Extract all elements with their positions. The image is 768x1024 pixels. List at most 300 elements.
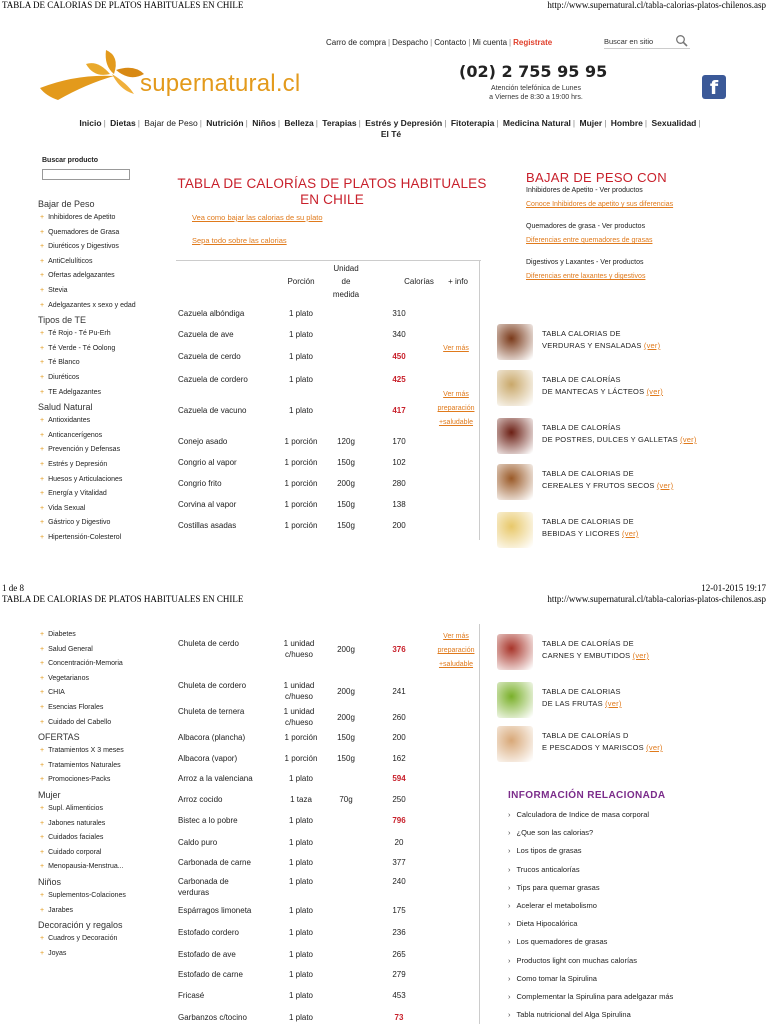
card-line-2: DE POSTRES, DULCES Y GALLETAS	[542, 435, 678, 444]
site-search-input[interactable]	[604, 34, 690, 49]
calories-value: 310	[392, 309, 406, 318]
col-medida	[326, 262, 366, 301]
card-line-1: TABLA DE CALORÍAS	[542, 375, 621, 384]
brand-name: supernatural.cl	[140, 70, 301, 97]
related-info-label: Dieta Hipocalórica	[516, 919, 578, 929]
nav-dietas[interactable]: Dietas	[110, 118, 136, 128]
sidebar-item[interactable]	[38, 759, 178, 774]
sidebar-item-label: Adelgazantes x sexo y edad	[48, 301, 136, 309]
dish-name: Chuleta de cordero	[178, 681, 247, 690]
nav-ninos[interactable]: Niños	[252, 118, 276, 128]
sidebar-item-label: Suplementos-Colaciones	[48, 891, 126, 899]
phone-hours	[480, 84, 592, 102]
account-link[interactable]: Mi cuenta	[472, 38, 508, 47]
sidebar-item[interactable]	[38, 414, 178, 429]
sidebar-item[interactable]	[38, 458, 178, 473]
dish-name: Conejo asado	[178, 437, 228, 446]
measure: 150g	[337, 458, 355, 467]
food-table-card[interactable]	[497, 682, 727, 720]
plus-icon: +	[40, 228, 45, 236]
related-info-item[interactable]	[508, 988, 728, 1006]
related-info-item[interactable]	[508, 842, 728, 860]
card-line-2-wrap	[542, 480, 673, 492]
sidebar-item-label: Tratamientos X 3 meses	[48, 747, 124, 755]
sidebar-item[interactable]	[38, 284, 178, 299]
card-text	[542, 638, 649, 662]
related-info-label: Complementar la Spirulina para adelgazar más	[516, 991, 674, 1001]
measure: 120g	[337, 437, 355, 446]
related-info-item[interactable]	[508, 952, 728, 970]
food-photo	[497, 726, 533, 762]
calories-value: 376	[392, 645, 406, 654]
sidebar-item[interactable]	[38, 299, 178, 314]
preparacion-link[interactable]: preparación	[437, 647, 475, 654]
plus-icon: +	[40, 689, 45, 697]
sidebar-item-label: Cuadros y Decoración	[48, 935, 118, 943]
measure: 200g	[337, 479, 355, 488]
phone-hours-line-1: Atención telefónica de Lunes	[491, 85, 581, 92]
sidebar-item-label: Antioxidantes	[48, 417, 91, 425]
sidebar-item[interactable]	[38, 744, 178, 759]
card-line-2: DE LAS FRUTAS	[542, 699, 603, 708]
product-search-input[interactable]	[42, 169, 130, 180]
sidebar-item[interactable]	[38, 386, 178, 401]
food-photo	[497, 464, 533, 500]
sidebar-item-label: Prevención y Defensas	[48, 446, 121, 454]
nav-sexualidad[interactable]: Sexualidad	[651, 118, 697, 128]
sidebar-item-label: Vegetarianos	[48, 674, 89, 682]
about-calories-link[interactable]: Sepa todo sobre las calorias	[192, 236, 287, 245]
sidebar-item-label: Diuréticos y Digestivos	[48, 243, 119, 251]
col-medida-line-1: Unidad	[333, 264, 359, 273]
dish-name: Cazuela de ave	[178, 330, 234, 339]
plus-icon: +	[40, 460, 45, 468]
site-logo[interactable]	[36, 44, 301, 106]
sidebar-item-label: Gástrico y Digestivo	[48, 519, 111, 527]
sidebar-item[interactable]	[38, 226, 178, 241]
sidebar-item[interactable]	[38, 846, 178, 861]
portion: 1 plato	[288, 877, 314, 886]
sidebar-item[interactable]	[38, 211, 178, 226]
sidebar-item-label: Menopausia-Menstrua...	[48, 863, 124, 871]
right-block-link[interactable]: Diferencias entre quemadores de grasas	[526, 237, 653, 244]
plus-icon: +	[40, 747, 45, 755]
sidebar-item-label: Té Verde - Té Oolong	[48, 344, 116, 352]
sidebar-item[interactable]	[38, 240, 178, 255]
ver-mas-link[interactable]: Ver más	[443, 391, 469, 398]
dish-name: Costillas asadas	[178, 521, 237, 530]
chevron-right-icon: ›	[508, 864, 511, 874]
related-info-item[interactable]	[508, 933, 728, 951]
col-info: + info	[448, 277, 468, 286]
plus-icon: +	[40, 431, 45, 439]
plus-icon: +	[40, 645, 45, 653]
plus-icon: +	[40, 674, 45, 682]
sidebar-item-label: Huesos y Articulaciones	[48, 475, 123, 483]
sidebar-item[interactable]	[38, 802, 178, 817]
dish-name: Estofado de ave	[178, 950, 236, 959]
plus-icon: +	[40, 848, 45, 856]
portion: 1 porción	[284, 458, 318, 467]
ver-link[interactable]: (ver)	[622, 529, 639, 538]
measure: 150g	[337, 754, 355, 763]
dish-name: Albacora (plancha)	[178, 733, 246, 742]
plus-icon: +	[40, 330, 45, 338]
col-medida-line-2: de	[341, 277, 351, 286]
plus-icon: +	[40, 359, 45, 367]
ver-link[interactable]: (ver)	[656, 481, 674, 490]
measure: 150g	[337, 500, 355, 509]
sidebar-item-label: Quemadores de Grasa	[48, 228, 120, 236]
nav-mujer[interactable]: Mujer	[579, 118, 603, 128]
nav-hombre[interactable]: Hombre	[610, 118, 643, 128]
col-porcion: Porción	[287, 277, 315, 286]
main-nav: Inicio | Dietas | Bajar de Peso | Nutrición | Niños | Belleza | Terapias | Estrés y Depresión | Fitoterapia | Medicina Natural | Mujer | Hombre | Sexualidad | El Té	[79, 118, 701, 139]
portion: 1 plato	[288, 816, 314, 825]
calories-value: 450	[392, 352, 406, 361]
sidebar-item-label: Supl. Alimenticios	[48, 804, 103, 812]
sidebar-item[interactable]	[38, 327, 178, 342]
sidebar-item-label: CHIA	[48, 689, 65, 697]
sidebar-item[interactable]	[38, 860, 178, 875]
calories-value: 162	[392, 754, 406, 763]
dish-name: Estofado cordero	[178, 928, 239, 937]
calories-value: 796	[392, 816, 406, 825]
related-info-item[interactable]	[508, 970, 728, 988]
plus-icon: +	[40, 834, 45, 842]
sidebar-item[interactable]	[38, 932, 178, 947]
food-table-card[interactable]	[497, 370, 727, 408]
sidebar-category-title[interactable]: Mujer	[38, 789, 61, 800]
ver-mas-link[interactable]: Ver más	[443, 345, 469, 352]
portion: 1 plato	[288, 406, 314, 415]
sidebar-category-title[interactable]: Tipos de TE	[38, 315, 87, 326]
portion: 1 plato	[288, 928, 314, 937]
plus-icon: +	[40, 373, 45, 381]
print-footer	[0, 583, 768, 593]
nav-bajar-de-peso[interactable]: Bajar de Peso	[144, 118, 198, 128]
food-photo	[497, 512, 533, 548]
calories-value: 417	[392, 406, 406, 415]
plus-icon: +	[40, 388, 45, 396]
chevron-right-icon: ›	[508, 919, 511, 929]
sidebar-item[interactable]	[38, 672, 178, 687]
plus-icon: +	[40, 214, 45, 221]
calories-value: 200	[392, 733, 406, 742]
sidebar-item[interactable]	[38, 643, 178, 658]
portion: 1 plato	[288, 375, 314, 384]
related-info-label: Tips para quemar grasas	[516, 882, 600, 892]
calories-value: 250	[392, 795, 406, 804]
nav-inicio[interactable]: Inicio	[79, 118, 102, 128]
sidebar-item[interactable]	[38, 817, 178, 832]
sidebar-item[interactable]	[38, 531, 178, 546]
food-table-card[interactable]	[497, 726, 727, 764]
right-block-label[interactable]: Quemadores de grasa - Ver productos	[526, 223, 646, 230]
chevron-right-icon: ›	[508, 937, 511, 947]
portion: 1 porción	[284, 521, 318, 530]
card-text	[542, 468, 673, 492]
portion: 1 plato	[288, 309, 314, 318]
measure: 200g	[337, 713, 355, 722]
sidebar-item[interactable]	[38, 889, 178, 904]
measure: 200g	[337, 687, 355, 696]
dish-name: Arroz cocido	[178, 795, 223, 804]
plus-icon: +	[40, 776, 45, 784]
plus-icon: +	[40, 490, 45, 498]
right-block-link[interactable]: Diferencias entre laxantes y digestivos	[526, 273, 646, 280]
sidebar-item[interactable]	[38, 516, 178, 531]
related-info-item[interactable]	[508, 897, 728, 915]
sidebar-item[interactable]	[38, 443, 178, 458]
plus-icon: +	[40, 863, 45, 871]
portion: 1 porción	[284, 437, 318, 446]
sidebar-item[interactable]	[38, 701, 178, 716]
ver-link[interactable]: (ver)	[632, 651, 650, 660]
ver-link[interactable]: (ver)	[643, 341, 661, 350]
card-line-2: DE MANTECAS Y LÁCTEOS	[542, 387, 645, 396]
food-table-card[interactable]	[497, 464, 727, 502]
related-info-item[interactable]	[508, 861, 728, 879]
card-text	[542, 730, 663, 754]
ver-link[interactable]: (ver)	[646, 743, 663, 752]
plus-icon: +	[40, 631, 45, 638]
related-info-label: Productos light con muchas calorías	[516, 955, 637, 965]
phone-number: (02) 2 755 95 95	[459, 62, 608, 81]
calories-value: 236	[392, 928, 406, 937]
dish-name: Cazuela de vacuno	[178, 406, 247, 415]
card-line-2-wrap	[542, 698, 622, 710]
calories-value: 260	[392, 713, 406, 722]
sidebar-item-label: Té Rojo - Té Pu-Erh	[48, 330, 111, 338]
calories-value: 200	[392, 521, 406, 530]
sidebar-item[interactable]	[38, 342, 178, 357]
print-header-page-2	[0, 594, 768, 604]
sidebar-item-label: Stevia	[48, 286, 68, 294]
chevron-right-icon: ›	[508, 973, 511, 983]
food-table-card[interactable]	[497, 418, 727, 456]
plus-icon: +	[40, 906, 45, 914]
sidebar-category-title[interactable]: OFERTAS	[38, 732, 80, 743]
sidebar-categories	[38, 197, 178, 545]
sidebar-item[interactable]	[38, 371, 178, 386]
related-info-label: Trucos anticalorías	[516, 864, 580, 874]
measure: 150g	[337, 521, 355, 530]
sidebar-item-label: Ofertas adelgazantes	[48, 272, 115, 280]
facebook-icon[interactable]: f	[702, 75, 726, 99]
dish-name: Fricasé	[178, 991, 205, 1000]
dish-name: Chuleta de ternera	[178, 707, 245, 716]
calories-value: 280	[392, 479, 406, 488]
food-table-card[interactable]	[497, 512, 727, 550]
sidebar-category-title[interactable]: Decoración y regalos	[38, 920, 123, 931]
nav-estres[interactable]: Estrés y Depresión	[365, 118, 443, 128]
food-photo	[497, 634, 533, 670]
chevron-right-icon: ›	[508, 900, 511, 910]
related-info-item[interactable]	[508, 806, 728, 824]
dish-name: Congrio frito	[178, 479, 222, 488]
food-photo	[497, 418, 533, 454]
print-footer-date: 12-01-2015 19:17	[701, 583, 766, 593]
sidebar-item[interactable]	[38, 487, 178, 502]
calories-value: 425	[392, 375, 406, 384]
sidebar-item[interactable]	[38, 657, 178, 672]
saludable-link[interactable]: +saludable	[438, 419, 474, 426]
food-table-card[interactable]	[497, 324, 727, 362]
calories-value: 240	[392, 877, 406, 886]
ver-link[interactable]: (ver)	[680, 435, 697, 444]
ver-link[interactable]: (ver)	[605, 699, 622, 708]
card-line-1: TABLA DE CALORIAS DE	[542, 469, 634, 478]
sidebar-item-label: Jabones naturales	[48, 819, 106, 827]
sidebar-item-label: Cuidado del Cabello	[48, 718, 112, 726]
reduce-calories-link[interactable]: Vea como bajar las calorias de su plato	[192, 213, 323, 222]
plus-icon: +	[40, 475, 45, 483]
sidebar-category-title[interactable]: Niños	[38, 876, 62, 887]
sidebar-item-label: Té Blanco	[48, 359, 80, 367]
nav-medicina-natural[interactable]: Medicina Natural	[502, 118, 571, 128]
sidebar-item-label: Diabetes	[48, 631, 76, 638]
dish-name: Carbonada de verduras	[178, 877, 229, 897]
chevron-right-icon: ›	[508, 991, 511, 1001]
nav-belleza[interactable]: Belleza	[284, 118, 314, 128]
dish-name: Cazuela de cerdo	[178, 352, 241, 361]
chevron-right-icon: ›	[508, 1010, 511, 1020]
sidebar-item[interactable]	[38, 831, 178, 846]
food-table-card[interactable]	[497, 634, 727, 672]
card-line-2-wrap	[542, 742, 663, 754]
print-footer-page: 1 de 8	[2, 583, 24, 593]
sidebar-item[interactable]	[38, 473, 178, 488]
dish-name: Carbonada de carne	[178, 858, 251, 867]
card-line-2: BEBIDAS Y LICORES	[542, 529, 620, 538]
ver-mas-link[interactable]: Ver más	[443, 633, 469, 640]
food-photo	[497, 682, 533, 718]
sidebar-item[interactable]	[38, 356, 178, 371]
sidebar-item[interactable]	[38, 628, 178, 643]
sidebar-item[interactable]	[38, 904, 178, 919]
dish-name: Bistec a lo pobre	[178, 816, 238, 825]
calories-value: 73	[394, 1013, 404, 1022]
card-line-2: CEREALES Y FRUTOS SECOS	[542, 481, 655, 490]
sidebar-item[interactable]	[38, 686, 178, 701]
plus-icon: +	[40, 819, 45, 827]
saludable-link[interactable]: +saludable	[438, 661, 474, 668]
dish-name: Corvina al vapor	[178, 500, 237, 509]
calories-value: 279	[392, 970, 406, 979]
dish-name: Cazuela de cordero	[178, 375, 248, 384]
portion: 1 porción	[284, 733, 318, 742]
contact-link[interactable]: Contacto	[434, 38, 467, 47]
sidebar-category-title[interactable]: Bajar de Peso	[38, 199, 95, 209]
related-info-label: ¿Que son las calorias?	[516, 828, 594, 838]
plus-icon: +	[40, 703, 45, 711]
sidebar-item-label: Vida Sexual	[48, 504, 86, 512]
portion: 1 plato	[288, 906, 314, 915]
sidebar-item[interactable]	[38, 947, 178, 962]
nav-el-te[interactable]: El Té	[380, 129, 402, 139]
card-line-1: TABLA DE CALORIAS	[542, 687, 621, 696]
food-photo	[497, 324, 533, 360]
shipping-link[interactable]: Despacho	[392, 38, 429, 47]
right-block-label[interactable]: Inhibidores de Apetito - Ver productos	[526, 187, 643, 194]
plus-icon: +	[40, 761, 45, 769]
sidebar-item-label: Cuidado corporal	[48, 848, 102, 856]
chevron-right-icon: ›	[508, 882, 511, 892]
sidebar-item[interactable]	[38, 269, 178, 284]
nav-fitoterapia[interactable]: Fitoterapia	[450, 118, 495, 128]
related-info-list	[508, 806, 728, 1024]
portion: 1 porción	[284, 479, 318, 488]
plus-icon: +	[40, 804, 45, 812]
calories-value: 20	[394, 838, 404, 847]
print-header-title: TABLA DE CALORIAS DE PLATOS HABITUALES EN CHILE	[2, 594, 244, 604]
portion: 1 unidad c/hueso	[283, 681, 315, 701]
related-info-label: Los tipos de grasas	[516, 846, 582, 856]
page-title-line-1: TABLA DE CALORÍAS DE PLATOS HABITUALES	[177, 176, 487, 191]
related-info-item[interactable]	[508, 879, 728, 897]
leaf-logo-icon	[36, 44, 156, 106]
plus-icon: +	[40, 660, 45, 668]
preparacion-link[interactable]: preparación	[437, 405, 475, 412]
sidebar-item[interactable]	[38, 255, 178, 270]
sidebar-item-label: Tratamientos Naturales	[48, 761, 121, 769]
right-block-digestivos	[526, 258, 726, 282]
search-icon[interactable]	[675, 34, 688, 47]
nav-terapias[interactable]: Terapias	[322, 118, 357, 128]
plus-icon: +	[40, 718, 45, 726]
plus-icon: +	[40, 417, 45, 425]
related-info-item[interactable]	[508, 915, 728, 933]
dish-name: Chuleta de cerdo	[178, 639, 239, 648]
card-line-2-wrap	[542, 650, 649, 662]
card-line-2: E PESCADOS Y MARISCOS	[542, 743, 644, 752]
portion: 1 unidad c/hueso	[283, 707, 315, 727]
sidebar-item[interactable]	[38, 502, 178, 517]
card-text	[542, 374, 663, 398]
card-line-2-wrap	[542, 386, 663, 398]
related-info-item[interactable]	[508, 824, 728, 842]
ver-link[interactable]: (ver)	[646, 387, 664, 396]
sidebar-item-label: AntiCelulíticos	[48, 257, 93, 265]
sidebar-item-label: Anticancerígenos	[48, 431, 103, 439]
related-info-label: Como tomar la Spirulina	[516, 973, 597, 983]
sidebar-category-title[interactable]: Salud Natural	[38, 402, 93, 413]
dish-name: Estofado de carne	[178, 970, 243, 979]
related-info-item[interactable]	[508, 1006, 728, 1024]
sidebar-item-label: TE Adelgazantes	[48, 388, 102, 396]
top-links: Carro de compra | Despacho | Contacto | Mi cuenta | Registrate	[326, 38, 553, 47]
dish-name: Caldo puro	[178, 838, 218, 847]
sidebar-item[interactable]	[38, 716, 178, 731]
card-line-2: CARNES Y EMBUTIDOS	[542, 651, 631, 660]
register-link[interactable]: Registrate	[513, 38, 553, 47]
right-block-label[interactable]: Digestivos y Laxantes - Ver productos	[526, 259, 644, 266]
sidebar-item[interactable]	[38, 773, 178, 788]
card-line-1: TABLA DE CALORÍAS	[542, 423, 621, 432]
related-info-label: Acelerar el metabolismo	[516, 900, 597, 910]
nav-nutricion[interactable]: Nutrición	[206, 118, 244, 128]
plus-icon: +	[40, 301, 45, 309]
portion: 1 plato	[288, 838, 314, 847]
cart-link[interactable]: Carro de compra	[326, 38, 387, 47]
site-search-placeholder: Buscar en sitio	[604, 37, 654, 46]
card-line-1: TABLA CALORIAS DE	[542, 329, 621, 338]
sidebar-item[interactable]	[38, 429, 178, 444]
right-block-link[interactable]: Conoce Inhibidores de apetito y sus diferencias	[526, 201, 674, 208]
plus-icon: +	[40, 504, 45, 512]
chevron-right-icon: ›	[508, 955, 511, 965]
